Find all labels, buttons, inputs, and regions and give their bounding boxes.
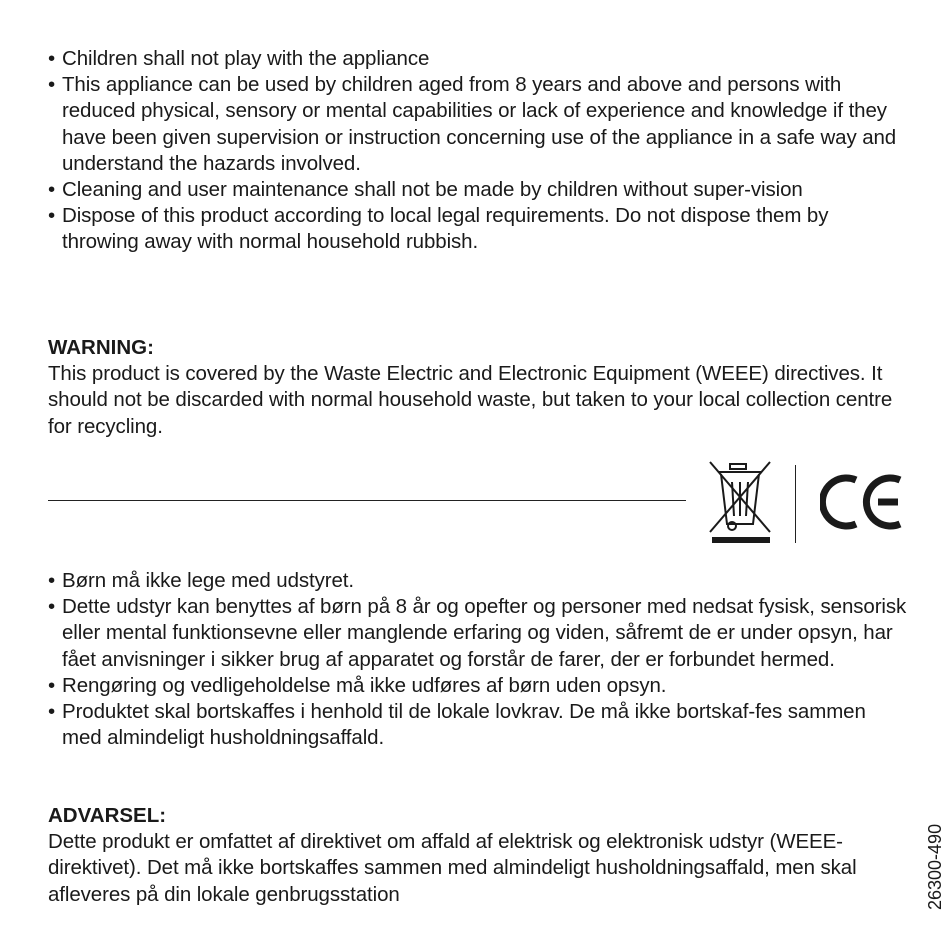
list-item: • Børn må ikke lege med udstyret.: [48, 568, 908, 594]
warning-text: This product is covered by the Waste Electric and Electronic Equipment (WEEE) directives. It should not be discarded with normal household waste, but taken to your local collection centre for recycling.: [48, 362, 893, 438]
list-item: • Children shall not play with the appliance: [48, 46, 908, 72]
list-item: • This appliance can be used by children aged from 8 years and above and persons with reduced physical, sensory or mental capabilities or lack of experience and knowledge if they have been given supervision or instruction concerning use of the appliance in a safe way and understand the hazards involved.: [48, 72, 908, 177]
warning-heading: ADVARSEL:: [48, 804, 167, 827]
warning-heading: WARNING:: [48, 336, 154, 359]
list-item: • Produktet skal bortskaffes i henhold til de lokale lovkrav. De må ikke bortskaf-fes sammen med almindeligt husholdningsaffald.: [48, 699, 908, 751]
danish-safety-list: [48, 568, 908, 751]
warning-text: Dette produkt er omfattet af direktivet om affald af elektrisk og elektronisk udstyr (WEEE-direktivet). Det må ikke bortskaffes sammen med almindeligt husholdningsaffald, men skal afleveres på din lokale genbrugsstation: [48, 830, 857, 906]
symbol-separator: [795, 465, 796, 543]
crossed-out-wheelie-bin-icon: [706, 460, 774, 544]
list-item: • Cleaning and user maintenance shall not be made by children without super-vision: [48, 177, 908, 203]
list-item: • Rengøring og vedligeholdelse må ikke udføres af børn uden opsyn.: [48, 673, 908, 699]
english-warning: [48, 335, 908, 440]
document-number: 26300-490: [925, 823, 945, 910]
list-item: • Dispose of this product according to local legal requirements. Do not dispose them by throwing away with normal household rubbish.: [48, 203, 908, 255]
list-item: • Dette udstyr kan benyttes af børn på 8 år og opefter og personer med nedsat fysisk, sensorisk eller mental funktionsevne eller manglende erfaring og viden, såfremt de er under opsyn, har fået anvisninger i sikker brug af apparatet og forstår de farer, der er forbundet hermed.: [48, 594, 908, 673]
english-safety-list: [48, 46, 908, 256]
ce-mark-icon: [820, 472, 904, 532]
section-divider: [48, 500, 686, 501]
danish-warning: [48, 803, 908, 908]
